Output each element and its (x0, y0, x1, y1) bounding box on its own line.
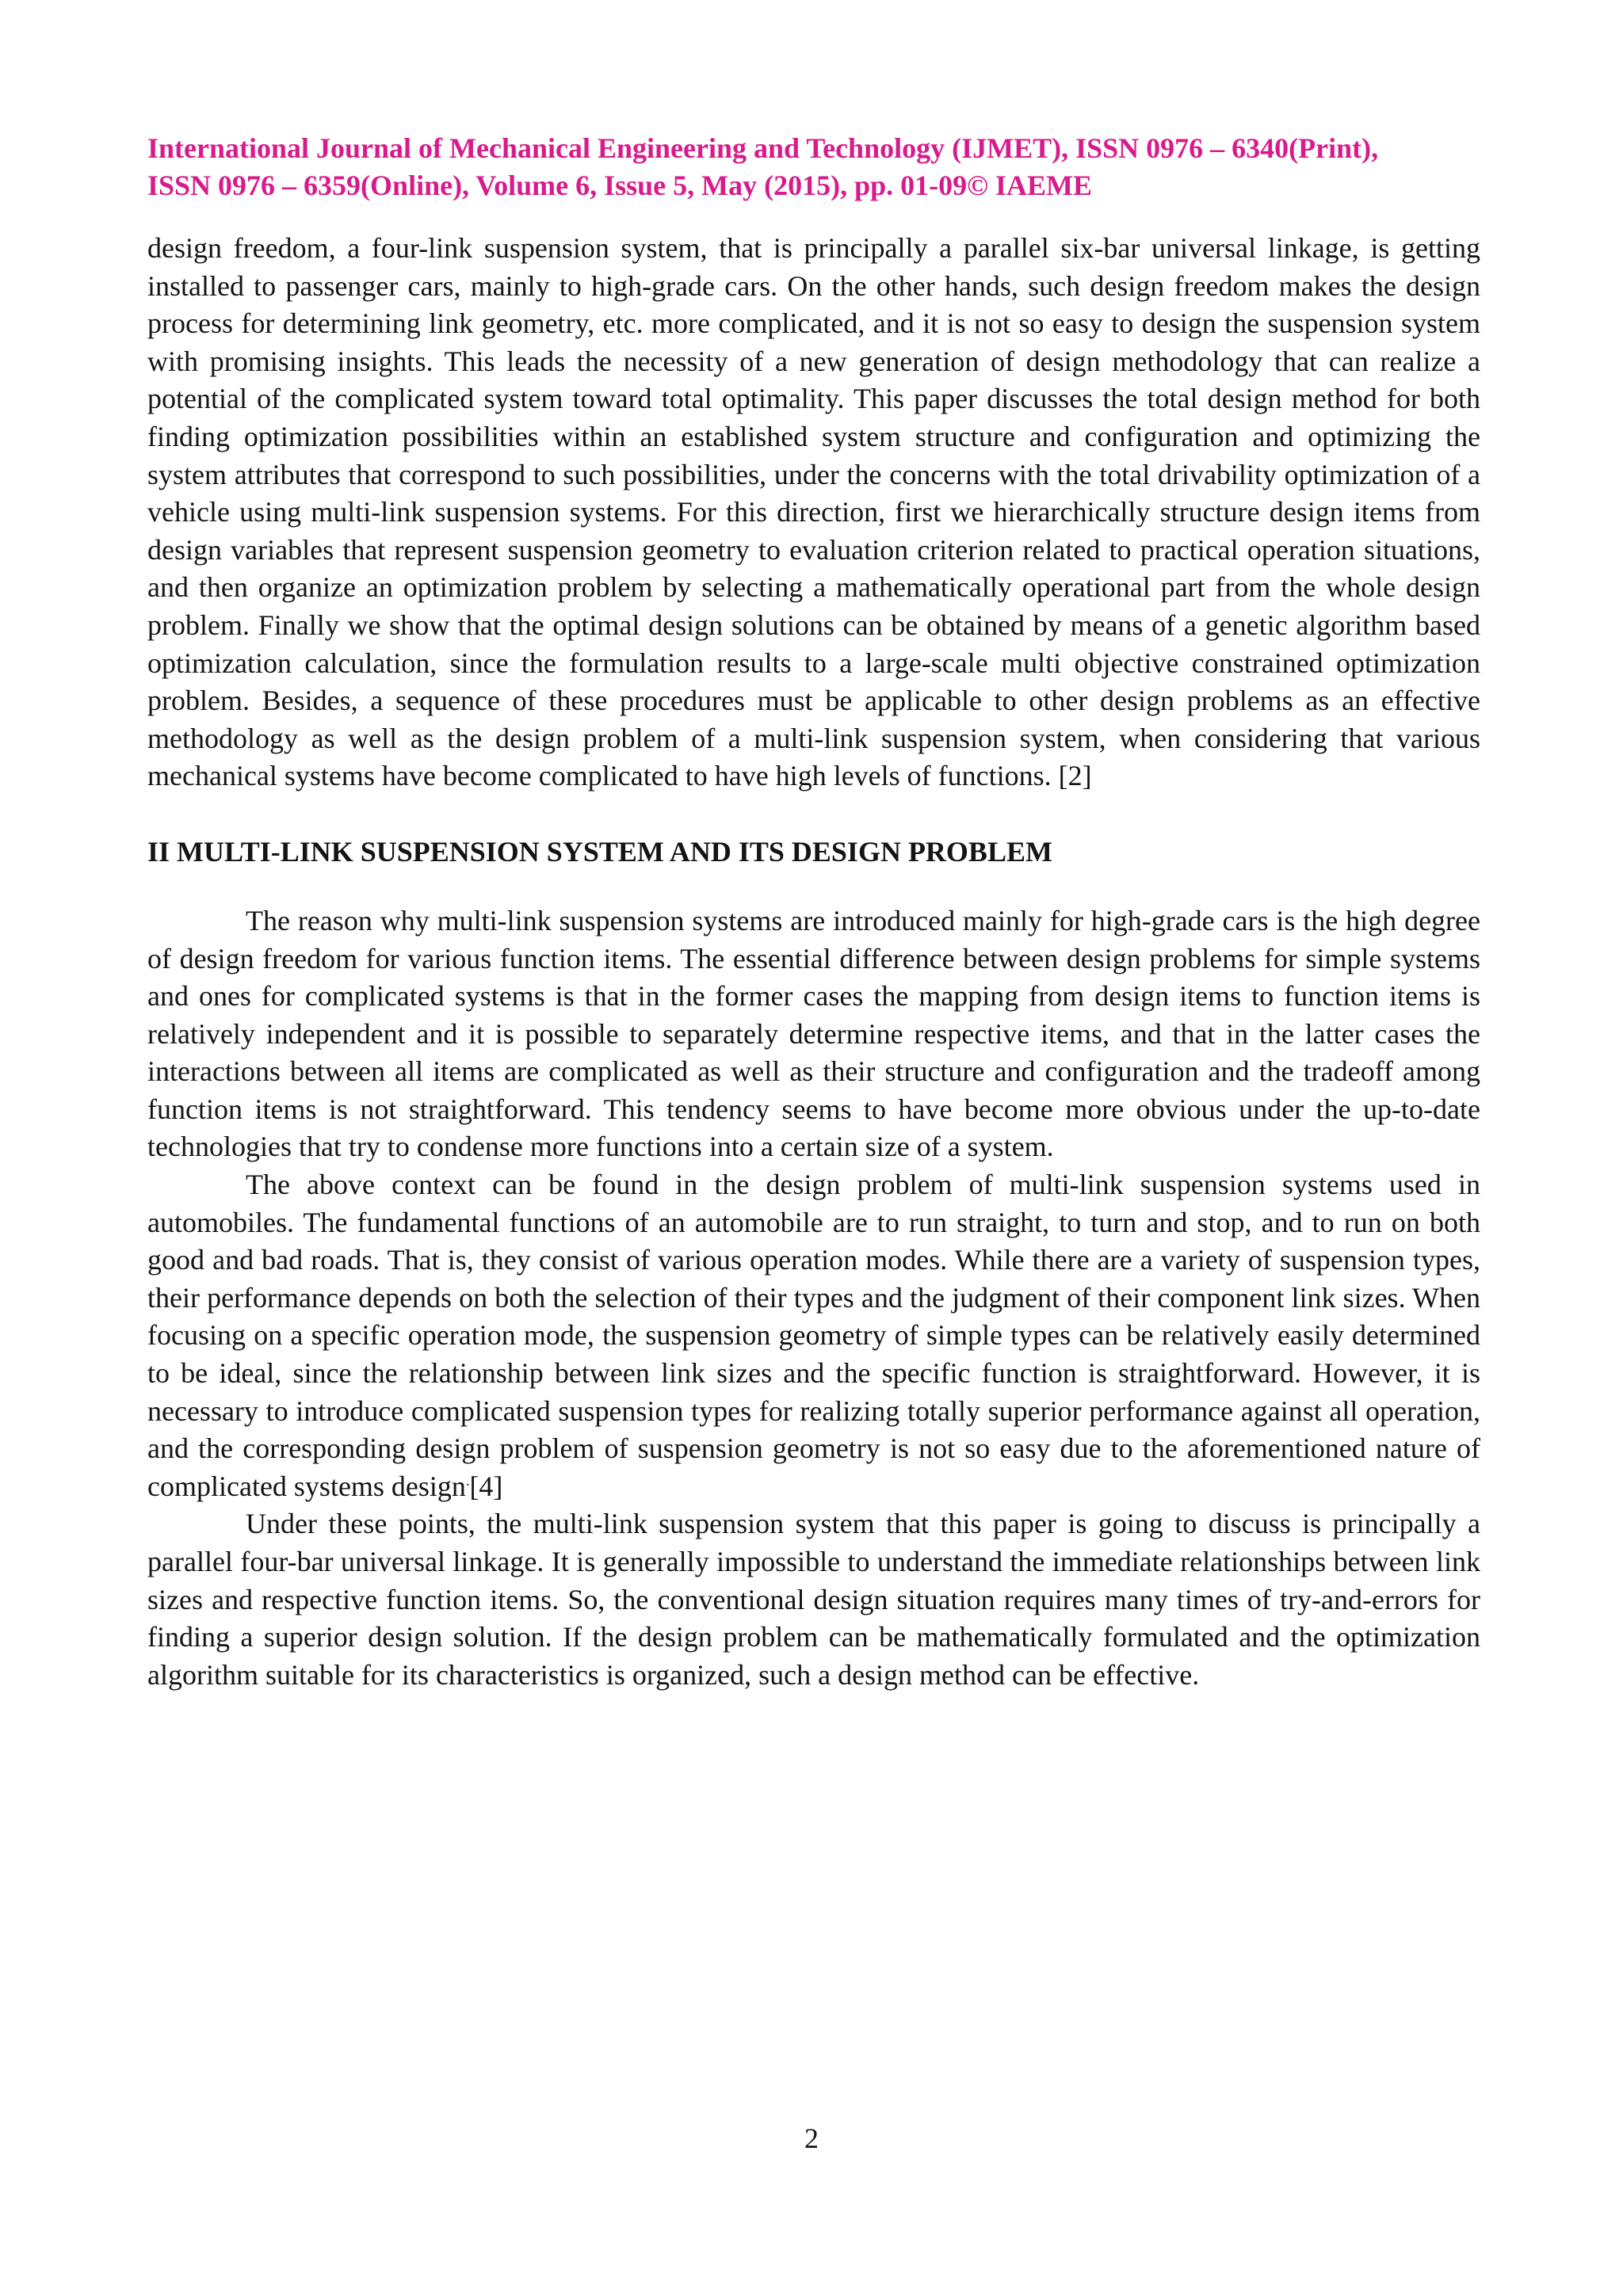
journal-header-line-2: ISSN 0976 – 6359(Online), Volume 6, Issue 5, May (2015), pp. 01-09© IAEME (147, 170, 1093, 201)
section-paragraph-3: Under these points, the multi-link suspension system that this paper is going to discuss is principally a parallel four-bar universal linkage. It is generally impossible to understand the immediate relationships between link sizes and respective function items. So, the conventional design situation requires many times of try-and-errors for finding a superior design solution. If the design problem can be mathematically formulated and the optimization algorithm suitable for its characteristics is organized, such a design method can be effective. (147, 1508, 1480, 1691)
section-paragraph-1: The reason why multi-link suspension systems are introduced mainly for high-grade cars is the high degree of design freedom for various function items. The essential difference between design problems for simple systems and ones for complicated systems is that in the former cases the mapping from design items to function items is relatively independent and it is possible to separately determine respective items, and that in the latter cases the interactions between all items are complicated as well as their structure and configuration and the tradeoff among function items is not straightforward. This tendency seems to have become more obvious under the up-to-date technologies that try to condense more functions into a certain size of a system. (147, 904, 1480, 1163)
section-paragraph-2-text: The above context can be found in the design problem of multi-link suspension systems used in automobiles. The fundamental functions of an automobile are to run straight, to turn and stop, and to run on both good and bad roads. That is, they consist of various operation modes. While there are a variety of suspension types, their performance depends on both the selection of their types and the judgment of their component link sizes. When focusing on a specific operation mode, the suspension geometry of simple types can be relatively easily determined to be ideal, since the relationship between link sizes and the specific function is straightforward. However, it is necessary to introduce complicated suspension types for realizing totally superior performance against all operation, and the corresponding design problem of suspension geometry is not so easy due to the aforementioned nature of complicated systems design (147, 1169, 1480, 1502)
section-paragraph-2 (147, 1166, 1480, 1505)
superscript-mark: . (465, 1472, 470, 1489)
page-content (147, 130, 1480, 1694)
page-number: 2 (804, 2122, 819, 2154)
citation-ref: [4] (469, 1470, 503, 1502)
section-heading: II MULTI-LINK SUSPENSION SYSTEM AND ITS DESIGN PROBLEM (147, 835, 1052, 868)
journal-header-line-1: International Journal of Mechanical Engineering and Technology (IJMET), ISSN 0976 – 6340(Print), (147, 132, 1379, 164)
journal-header (147, 130, 1480, 204)
intro-paragraph: design freedom, a four-link suspension system, that is principally a parallel six-bar universal linkage, is getting installed to passenger cars, mainly to high-grade cars. On the other hands, such design freedom makes the design process for determining link geometry, etc. more complicated, and it is not so easy to design the suspension system with promising insights. This leads the necessity of a new generation of design methodology that can realize a potential of the complicated system toward total optimality. This paper discusses the total design method for both finding optimization possibilities within an established system structure and configuration and optimizing the system attributes that correspond to such possibilities, under the concerns with the total drivability optimization of a vehicle using multi-link suspension systems. For this direction, first we hierarchically structure design items from design variables that represent suspension geometry to evaluation criterion related to practical operation situations, and then organize an optimization problem by selecting a mathematically operational part from the whole design problem. Finally we show that the optimal design solutions can be obtained by means of a genetic algorithm based optimization calculation, since the formulation results to a large-scale multi objective constrained optimization problem. Besides, a sequence of these procedures must be applicable to other design problems as an effective methodology as well as the design problem of a multi-link suspension system, when considering that various mechanical systems have become complicated to have high levels of functions. [2] (147, 232, 1480, 792)
